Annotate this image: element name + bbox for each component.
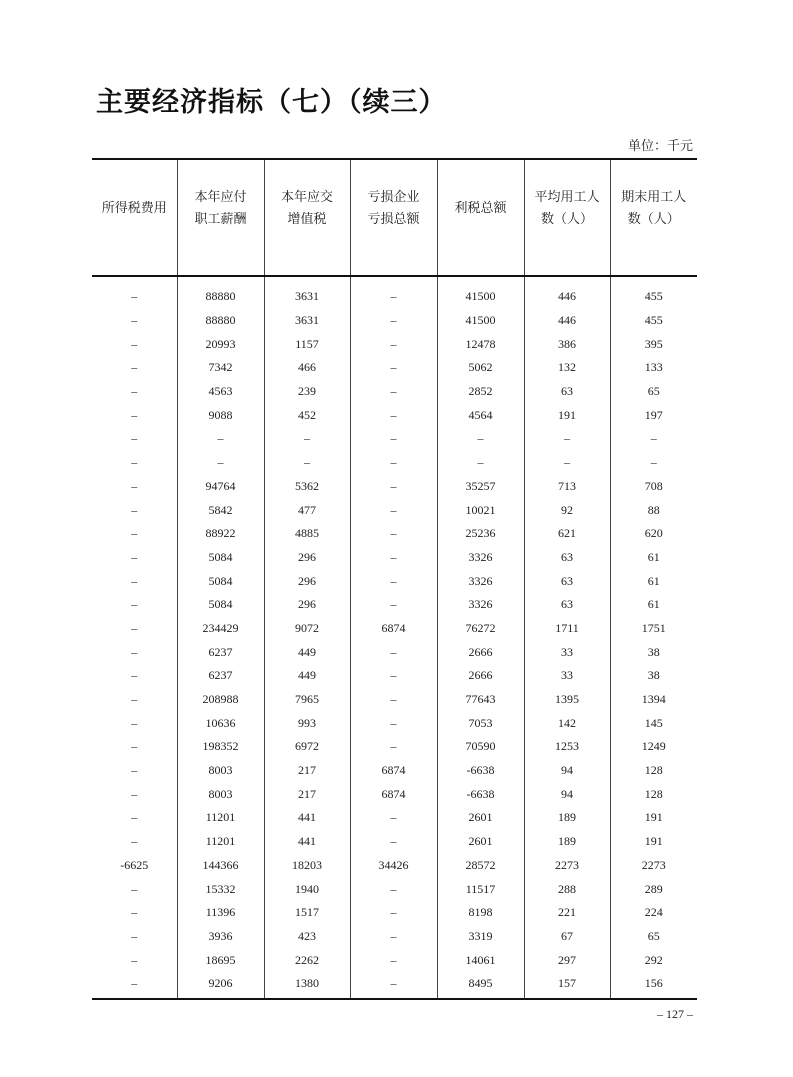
cell-vat-payable: 3631 xyxy=(264,276,350,309)
cell-payable-wages: 11396 xyxy=(177,901,264,925)
cell-vat-payable: 239 xyxy=(264,380,350,404)
column-header-vat-payable xyxy=(264,159,350,276)
cell-income-tax-expense: – xyxy=(131,573,138,588)
cell-vat-payable: 4885 xyxy=(264,522,350,546)
cell-total-profit-tax: 76272 xyxy=(437,617,524,641)
column-header-line: 数（人） xyxy=(627,211,680,227)
cell-vat-payable: 441 xyxy=(264,830,350,854)
cell-avg-employees: 386 xyxy=(524,332,610,356)
cell-yearend-employees: 289 xyxy=(610,877,697,901)
cell-total-profit-tax: 25236 xyxy=(437,522,524,546)
cell-vat-payable: 441 xyxy=(264,806,350,830)
cell-payable-wages: 9206 xyxy=(177,972,264,999)
cell-payable-wages: 11201 xyxy=(177,806,264,830)
cell-avg-employees: 157 xyxy=(524,972,610,999)
table-row xyxy=(92,403,697,427)
cell-total-profit-tax: 2601 xyxy=(437,830,524,854)
cell-total-profit-tax: 3326 xyxy=(437,569,524,593)
cell-income-tax-expense: – xyxy=(131,692,138,707)
economic-indicators-table xyxy=(92,158,697,1000)
cell-vat-payable: 1940 xyxy=(264,877,350,901)
cell-loss-enterprise-loss: 6874 xyxy=(350,617,437,641)
cell-total-profit-tax: 8495 xyxy=(437,972,524,999)
table-row xyxy=(92,276,697,309)
cell-yearend-employees: – xyxy=(610,451,697,475)
cell-yearend-employees: 620 xyxy=(610,522,697,546)
cell-avg-employees: 191 xyxy=(524,403,610,427)
table-row xyxy=(92,854,697,878)
table-row xyxy=(92,427,697,451)
cell-avg-employees: 621 xyxy=(524,522,610,546)
column-header-line: 利税总额 xyxy=(454,200,507,216)
cell-total-profit-tax: 7053 xyxy=(437,711,524,735)
cell-payable-wages: 5842 xyxy=(177,498,264,522)
cell-payable-wages: 18695 xyxy=(177,948,264,972)
table-row xyxy=(92,925,697,949)
table-row xyxy=(92,380,697,404)
cell-income-tax-expense: – xyxy=(131,928,138,943)
cell-loss-enterprise-loss: – xyxy=(350,276,437,309)
cell-yearend-employees: 38 xyxy=(610,664,697,688)
table-row xyxy=(92,972,697,999)
cell-yearend-employees: – xyxy=(610,427,697,451)
table-row xyxy=(92,948,697,972)
cell-vat-payable: 6972 xyxy=(264,735,350,759)
cell-total-profit-tax: 11517 xyxy=(437,877,524,901)
cell-loss-enterprise-loss: – xyxy=(350,522,437,546)
column-header-line: 本年应付 xyxy=(194,189,247,205)
table-row xyxy=(92,735,697,759)
cell-payable-wages: 8003 xyxy=(177,782,264,806)
cell-yearend-employees: 128 xyxy=(610,782,697,806)
cell-payable-wages: 198352 xyxy=(177,735,264,759)
cell-income-tax-expense: – xyxy=(131,620,138,635)
cell-total-profit-tax: 2852 xyxy=(437,380,524,404)
cell-total-profit-tax: 28572 xyxy=(437,854,524,878)
cell-loss-enterprise-loss: 6874 xyxy=(350,759,437,783)
cell-payable-wages: – xyxy=(177,451,264,475)
cell-avg-employees: 189 xyxy=(524,830,610,854)
cell-total-profit-tax: 12478 xyxy=(437,332,524,356)
column-header-line: 亏损总额 xyxy=(367,211,420,227)
cell-payable-wages: 88922 xyxy=(177,522,264,546)
cell-yearend-employees: 455 xyxy=(610,309,697,333)
unit-label: 单位：千元 xyxy=(627,139,693,154)
cell-yearend-employees: 65 xyxy=(610,380,697,404)
cell-avg-employees: 33 xyxy=(524,640,610,664)
column-header-income-tax-expense xyxy=(92,159,177,276)
column-header-line: 本年应交 xyxy=(280,189,333,205)
cell-loss-enterprise-loss: – xyxy=(350,309,437,333)
cell-income-tax-expense: – xyxy=(131,360,138,375)
cell-avg-employees: 92 xyxy=(524,498,610,522)
cell-loss-enterprise-loss: – xyxy=(350,380,437,404)
cell-payable-wages: 11201 xyxy=(177,830,264,854)
cell-yearend-employees: 1751 xyxy=(610,617,697,641)
cell-avg-employees: 446 xyxy=(524,276,610,309)
cell-avg-employees: 297 xyxy=(524,948,610,972)
cell-loss-enterprise-loss: – xyxy=(350,451,437,475)
cell-total-profit-tax: -6638 xyxy=(437,782,524,806)
cell-payable-wages: 6237 xyxy=(177,664,264,688)
cell-loss-enterprise-loss: – xyxy=(350,972,437,999)
cell-total-profit-tax: 41500 xyxy=(437,309,524,333)
cell-avg-employees: 63 xyxy=(524,380,610,404)
cell-loss-enterprise-loss: – xyxy=(350,735,437,759)
cell-vat-payable: 7965 xyxy=(264,688,350,712)
table-row xyxy=(92,546,697,570)
cell-loss-enterprise-loss: – xyxy=(350,546,437,570)
cell-income-tax-expense: – xyxy=(131,431,138,446)
table-row xyxy=(92,309,697,333)
cell-income-tax-expense: – xyxy=(131,478,138,493)
cell-yearend-employees: 191 xyxy=(610,830,697,854)
cell-yearend-employees: 61 xyxy=(610,546,697,570)
cell-loss-enterprise-loss: – xyxy=(350,593,437,617)
cell-avg-employees: 446 xyxy=(524,309,610,333)
cell-income-tax-expense: – xyxy=(131,881,138,896)
cell-avg-employees: 288 xyxy=(524,877,610,901)
cell-loss-enterprise-loss: – xyxy=(350,498,437,522)
cell-yearend-employees: 61 xyxy=(610,569,697,593)
cell-payable-wages: 9088 xyxy=(177,403,264,427)
table-row xyxy=(92,332,697,356)
cell-yearend-employees: 156 xyxy=(610,972,697,999)
column-header-line: 平均用工人 xyxy=(534,189,600,205)
cell-total-profit-tax: 3319 xyxy=(437,925,524,949)
cell-income-tax-expense: – xyxy=(131,739,138,754)
table-row xyxy=(92,356,697,380)
cell-income-tax-expense: – xyxy=(131,715,138,730)
cell-income-tax-expense: – xyxy=(131,526,138,541)
cell-total-profit-tax: 4564 xyxy=(437,403,524,427)
cell-loss-enterprise-loss: – xyxy=(350,356,437,380)
cell-vat-payable: 452 xyxy=(264,403,350,427)
cell-avg-employees: 33 xyxy=(524,664,610,688)
cell-payable-wages: 5084 xyxy=(177,546,264,570)
cell-vat-payable: – xyxy=(264,451,350,475)
cell-loss-enterprise-loss: – xyxy=(350,711,437,735)
cell-yearend-employees: 455 xyxy=(610,276,697,309)
column-header-avg-employees xyxy=(524,159,610,276)
cell-income-tax-expense: – xyxy=(131,763,138,778)
table-row xyxy=(92,498,697,522)
cell-avg-employees: 221 xyxy=(524,901,610,925)
table-row xyxy=(92,688,697,712)
cell-income-tax-expense: – xyxy=(131,455,138,470)
column-header-payable-wages xyxy=(177,159,264,276)
cell-income-tax-expense: – xyxy=(131,336,138,351)
cell-total-profit-tax: 77643 xyxy=(437,688,524,712)
column-header-line: 所得税费用 xyxy=(101,200,167,216)
cell-total-profit-tax: 8198 xyxy=(437,901,524,925)
column-header-line: 职工薪酬 xyxy=(194,211,247,227)
cell-payable-wages: 144366 xyxy=(177,854,264,878)
cell-loss-enterprise-loss: 34426 xyxy=(350,854,437,878)
cell-payable-wages: 234429 xyxy=(177,617,264,641)
table-row xyxy=(92,877,697,901)
cell-loss-enterprise-loss: – xyxy=(350,830,437,854)
cell-avg-employees: 1253 xyxy=(524,735,610,759)
cell-avg-employees: 132 xyxy=(524,356,610,380)
cell-income-tax-expense: – xyxy=(131,668,138,683)
cell-payable-wages: 15332 xyxy=(177,877,264,901)
cell-payable-wages: 7342 xyxy=(177,356,264,380)
cell-payable-wages: 10636 xyxy=(177,711,264,735)
cell-income-tax-expense: – xyxy=(131,810,138,825)
cell-payable-wages: 6237 xyxy=(177,640,264,664)
cell-payable-wages: 3936 xyxy=(177,925,264,949)
cell-loss-enterprise-loss: – xyxy=(350,475,437,499)
cell-avg-employees: 1395 xyxy=(524,688,610,712)
cell-income-tax-expense: – xyxy=(131,289,138,304)
column-header-line: 数（人） xyxy=(540,211,593,227)
cell-income-tax-expense: – xyxy=(131,597,138,612)
cell-loss-enterprise-loss: – xyxy=(350,901,437,925)
cell-avg-employees: 94 xyxy=(524,782,610,806)
cell-income-tax-expense: – xyxy=(131,549,138,564)
cell-vat-payable: 296 xyxy=(264,593,350,617)
cell-total-profit-tax: – xyxy=(437,451,524,475)
table-row xyxy=(92,451,697,475)
cell-loss-enterprise-loss: – xyxy=(350,877,437,901)
cell-avg-employees: – xyxy=(524,427,610,451)
cell-yearend-employees: 395 xyxy=(610,332,697,356)
cell-vat-payable: 449 xyxy=(264,664,350,688)
cell-income-tax-expense: – xyxy=(131,384,138,399)
table-row xyxy=(92,806,697,830)
cell-vat-payable: 9072 xyxy=(264,617,350,641)
cell-income-tax-expense: – xyxy=(131,952,138,967)
cell-total-profit-tax: 5062 xyxy=(437,356,524,380)
cell-yearend-employees: 197 xyxy=(610,403,697,427)
table-row xyxy=(92,617,697,641)
cell-total-profit-tax: 14061 xyxy=(437,948,524,972)
cell-loss-enterprise-loss: – xyxy=(350,948,437,972)
cell-avg-employees: 63 xyxy=(524,569,610,593)
cell-yearend-employees: 65 xyxy=(610,925,697,949)
cell-vat-payable: 3631 xyxy=(264,309,350,333)
cell-payable-wages: 88880 xyxy=(177,309,264,333)
page-title: 主要经济指标（七）（续三） xyxy=(96,87,447,118)
cell-vat-payable: – xyxy=(264,427,350,451)
cell-loss-enterprise-loss: – xyxy=(350,569,437,593)
cell-income-tax-expense: – xyxy=(131,644,138,659)
cell-total-profit-tax: -6638 xyxy=(437,759,524,783)
cell-total-profit-tax: 10021 xyxy=(437,498,524,522)
cell-income-tax-expense: – xyxy=(131,502,138,517)
cell-vat-payable: 423 xyxy=(264,925,350,949)
cell-avg-employees: 63 xyxy=(524,593,610,617)
column-header-total-profit-tax xyxy=(437,159,524,276)
cell-yearend-employees: 224 xyxy=(610,901,697,925)
cell-payable-wages: 4563 xyxy=(177,380,264,404)
cell-vat-payable: 18203 xyxy=(264,854,350,878)
cell-total-profit-tax: 70590 xyxy=(437,735,524,759)
column-header-line: 亏损企业 xyxy=(367,189,420,205)
cell-loss-enterprise-loss: – xyxy=(350,640,437,664)
cell-avg-employees: 142 xyxy=(524,711,610,735)
table-row xyxy=(92,640,697,664)
cell-loss-enterprise-loss: – xyxy=(350,688,437,712)
cell-yearend-employees: 145 xyxy=(610,711,697,735)
cell-yearend-employees: 708 xyxy=(610,475,697,499)
table-row xyxy=(92,593,697,617)
cell-income-tax-expense: – xyxy=(131,834,138,849)
cell-yearend-employees: 191 xyxy=(610,806,697,830)
cell-payable-wages: 20993 xyxy=(177,332,264,356)
table-row xyxy=(92,711,697,735)
table-row xyxy=(92,782,697,806)
cell-vat-payable: 296 xyxy=(264,546,350,570)
cell-payable-wages: 5084 xyxy=(177,593,264,617)
column-header-yearend-employees xyxy=(610,159,697,276)
cell-payable-wages: – xyxy=(177,427,264,451)
cell-vat-payable: 1517 xyxy=(264,901,350,925)
cell-total-profit-tax: 2601 xyxy=(437,806,524,830)
cell-vat-payable: 466 xyxy=(264,356,350,380)
table-row xyxy=(92,830,697,854)
table-row xyxy=(92,569,697,593)
cell-vat-payable: 1380 xyxy=(264,972,350,999)
cell-income-tax-expense: – xyxy=(131,407,138,422)
header-row xyxy=(92,159,697,276)
cell-income-tax-expense: – xyxy=(131,976,138,991)
table-row xyxy=(92,522,697,546)
column-header-loss-enterprise-loss xyxy=(350,159,437,276)
cell-total-profit-tax: 2666 xyxy=(437,640,524,664)
cell-avg-employees: 94 xyxy=(524,759,610,783)
cell-income-tax-expense: -6625 xyxy=(120,857,149,872)
cell-payable-wages: 5084 xyxy=(177,569,264,593)
cell-yearend-employees: 1394 xyxy=(610,688,697,712)
cell-loss-enterprise-loss: – xyxy=(350,664,437,688)
cell-loss-enterprise-loss: 6874 xyxy=(350,782,437,806)
cell-yearend-employees: 2273 xyxy=(610,854,697,878)
cell-yearend-employees: 61 xyxy=(610,593,697,617)
cell-yearend-employees: 133 xyxy=(610,356,697,380)
cell-income-tax-expense: – xyxy=(131,905,138,920)
table-row xyxy=(92,475,697,499)
cell-total-profit-tax: 41500 xyxy=(437,276,524,309)
cell-yearend-employees: 292 xyxy=(610,948,697,972)
cell-vat-payable: 993 xyxy=(264,711,350,735)
cell-vat-payable: 449 xyxy=(264,640,350,664)
cell-loss-enterprise-loss: – xyxy=(350,925,437,949)
cell-loss-enterprise-loss: – xyxy=(350,332,437,356)
cell-yearend-employees: 1249 xyxy=(610,735,697,759)
cell-total-profit-tax: 2666 xyxy=(437,664,524,688)
cell-avg-employees: 2273 xyxy=(524,854,610,878)
table-body xyxy=(92,276,697,999)
cell-vat-payable: 217 xyxy=(264,782,350,806)
cell-avg-employees: 67 xyxy=(524,925,610,949)
cell-avg-employees: 63 xyxy=(524,546,610,570)
cell-income-tax-expense: – xyxy=(131,786,138,801)
column-header-line: 增值税 xyxy=(287,211,327,227)
cell-vat-payable: 477 xyxy=(264,498,350,522)
page-number: – 127 – xyxy=(657,1007,693,1021)
cell-vat-payable: 1157 xyxy=(264,332,350,356)
cell-vat-payable: 217 xyxy=(264,759,350,783)
cell-total-profit-tax: – xyxy=(437,427,524,451)
cell-payable-wages: 88880 xyxy=(177,276,264,309)
cell-payable-wages: 208988 xyxy=(177,688,264,712)
column-header-line: 期末用工人 xyxy=(621,189,687,205)
cell-vat-payable: 5362 xyxy=(264,475,350,499)
cell-vat-payable: 296 xyxy=(264,569,350,593)
table-header xyxy=(92,159,697,276)
cell-payable-wages: 94764 xyxy=(177,475,264,499)
cell-total-profit-tax: 3326 xyxy=(437,546,524,570)
cell-avg-employees: 189 xyxy=(524,806,610,830)
cell-vat-payable: 2262 xyxy=(264,948,350,972)
cell-loss-enterprise-loss: – xyxy=(350,427,437,451)
table-row xyxy=(92,759,697,783)
table-row xyxy=(92,901,697,925)
cell-loss-enterprise-loss: – xyxy=(350,403,437,427)
cell-yearend-employees: 88 xyxy=(610,498,697,522)
cell-income-tax-expense: – xyxy=(131,313,138,328)
cell-total-profit-tax: 3326 xyxy=(437,593,524,617)
cell-avg-employees: 1711 xyxy=(524,617,610,641)
cell-avg-employees: – xyxy=(524,451,610,475)
cell-yearend-employees: 38 xyxy=(610,640,697,664)
cell-total-profit-tax: 35257 xyxy=(437,475,524,499)
table-row xyxy=(92,664,697,688)
cell-yearend-employees: 128 xyxy=(610,759,697,783)
cell-loss-enterprise-loss: – xyxy=(350,806,437,830)
cell-avg-employees: 713 xyxy=(524,475,610,499)
cell-payable-wages: 8003 xyxy=(177,759,264,783)
